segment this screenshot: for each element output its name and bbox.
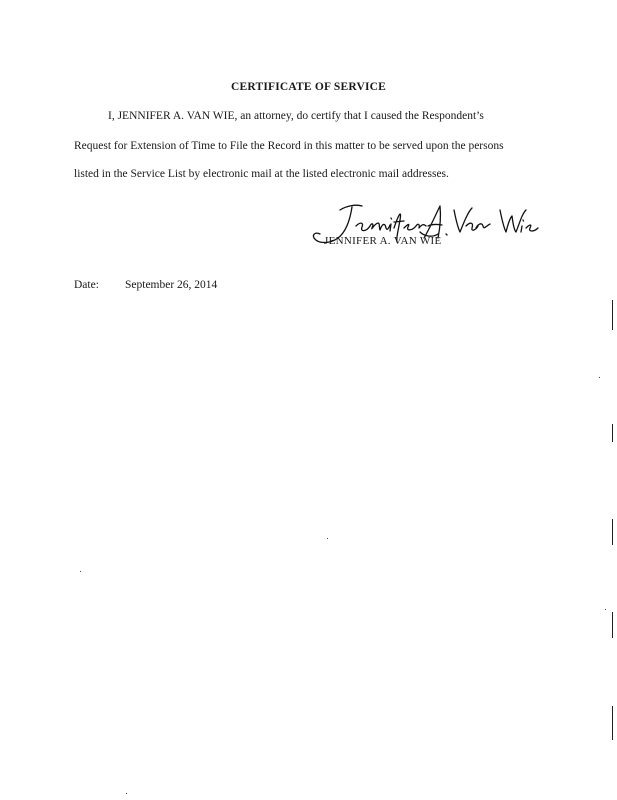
signature-block [300, 198, 540, 268]
scan-edge-mark [612, 300, 613, 330]
paragraph-line-1: I, JENNIFER A. VAN WIE, an attorney, do certify that I caused the Respondent’s [108, 110, 484, 122]
scan-edge-mark [612, 706, 613, 740]
scan-speck [126, 793, 127, 794]
document-title: CERTIFICATE OF SERVICE [230, 81, 387, 93]
scan-speck [605, 609, 606, 610]
scan-edge-mark [612, 424, 613, 442]
date-label: Date: [74, 279, 99, 291]
date-value: September 26, 2014 [125, 279, 218, 291]
scan-speck [599, 377, 600, 378]
scan-edge-mark [612, 612, 613, 638]
scan-speck [327, 538, 328, 539]
handwritten-signature [300, 198, 540, 268]
paragraph-line-3: listed in the Service List by electronic mail at the listed electronic mail addresses. [74, 168, 449, 180]
paragraph-line-2: Request for Extension of Time to File the Record in this matter to be served upon the persons [74, 140, 504, 152]
signer-printed-name: JENNIFER A. VAN WIE [324, 235, 442, 247]
scan-edge-mark [612, 519, 613, 545]
scan-speck [80, 571, 81, 572]
